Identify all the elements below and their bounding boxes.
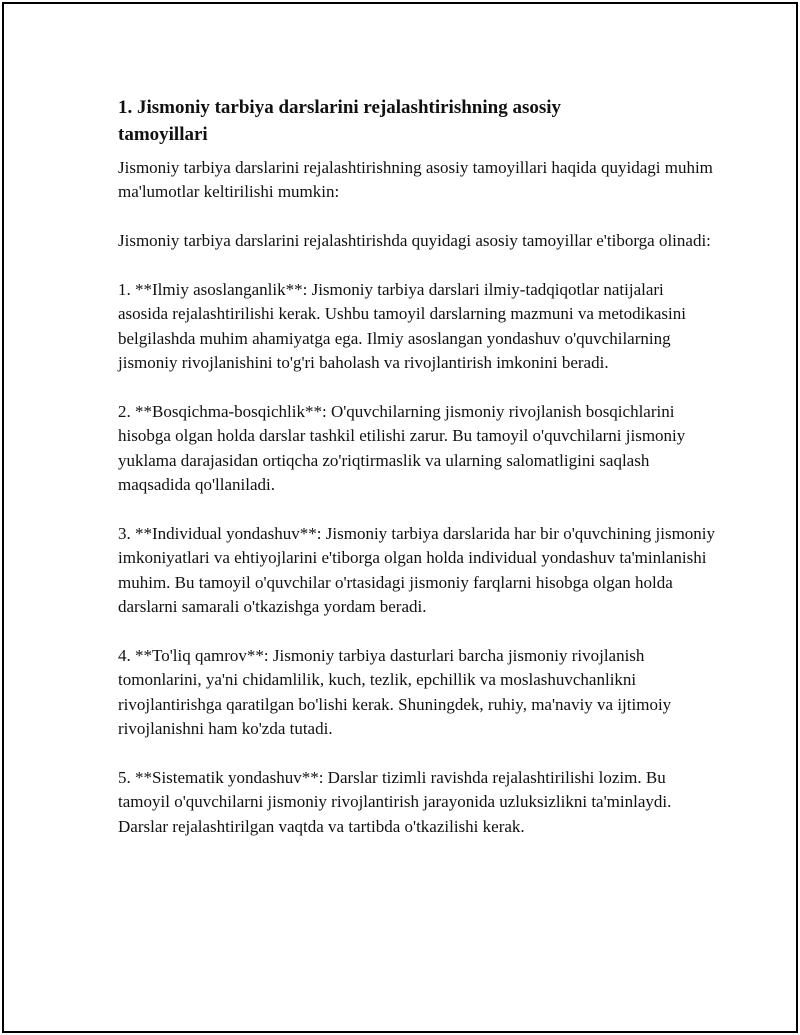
- principle-4-paragraph: 4. **To'liq qamrov**: Jismoniy tarbiya dasturlari barcha jismoniy rivojlanish tomonlarini, ya'ni chidamlilik, kuch, tezlik, epchillik va moslashuvchanlikni rivojlantirishga qaratilgan bo'lishi kerak. Shuningdek, ruhiy, ma'naviy va ijtimoiy rivojlanishni ham ko'zda tutadi.: [118, 646, 672, 739]
- document-title: 1. Jismoniy tarbiya darslarini rejalashtirishning asosiy tamoyillari: [118, 97, 562, 145]
- lead-in-paragraph: Jismoniy tarbiya darslarini rejalashtirishda quyidagi asosiy tamoyillar e'tiborga olinadi:: [118, 231, 711, 251]
- principle-2-paragraph: 2. **Bosqichma-bosqichlik**: O'quvchilarning jismoniy rivojlanish bosqichlarini hisobga olgan holda darslar tashkil etilishi zarur. Bu tamoyil o'quvchilarni jismoniy yuklama darajasidan ortiqcha zo'riqtirmaslik va ularning salomatligini saqlash maqsadida qo'llaniladi.: [118, 402, 686, 495]
- intro-paragraph: Jismoniy tarbiya darslarini rejalashtirishning asosiy tamoyillari haqida quyidagi muhim ma'lumotlar keltirilishi mumkin:: [118, 158, 713, 202]
- principle-5-paragraph: 5. **Sistematik yondashuv**: Darslar tizimli ravishda rejalashtirilishi lozim. Bu tamoyil o'quvchilarni jismoniy rivojlantirish jarayonida uzluksizlikni ta'minlaydi. Darslar rejalashtirilgan vaqtda va tartibda o'tkazilishi kerak.: [118, 768, 672, 836]
- document-body: [118, 94, 718, 864]
- principle-1-paragraph: 1. **Ilmiy asoslanganlik**: Jismoniy tarbiya darslari ilmiy-tadqiqotlar natijalari asosida rejalashtirilishi kerak. Ushbu tamoyil darslarning mazmuni va metodikasini belgilashda muhim ahamiyatga ega. Ilmiy asoslangan yondashuv o'quvchilarning jismoniy rivojlanishini to'g'ri baholash va rivojlantirish imkonini beradi.: [118, 280, 686, 373]
- principle-3-paragraph: 3. **Individual yondashuv**: Jismoniy tarbiya darslarida har bir o'quvchining jismoniy imkoniyatlari va ehtiyojlarini e'tiborga olgan holda individual yondashuv ta'minlanishi muhim. Bu tamoyil o'quvchilar o'rtasidagi jismoniy farqlarni hisobga olgan holda darslarni samarali o'tkazishga yordam beradi.: [118, 524, 716, 617]
